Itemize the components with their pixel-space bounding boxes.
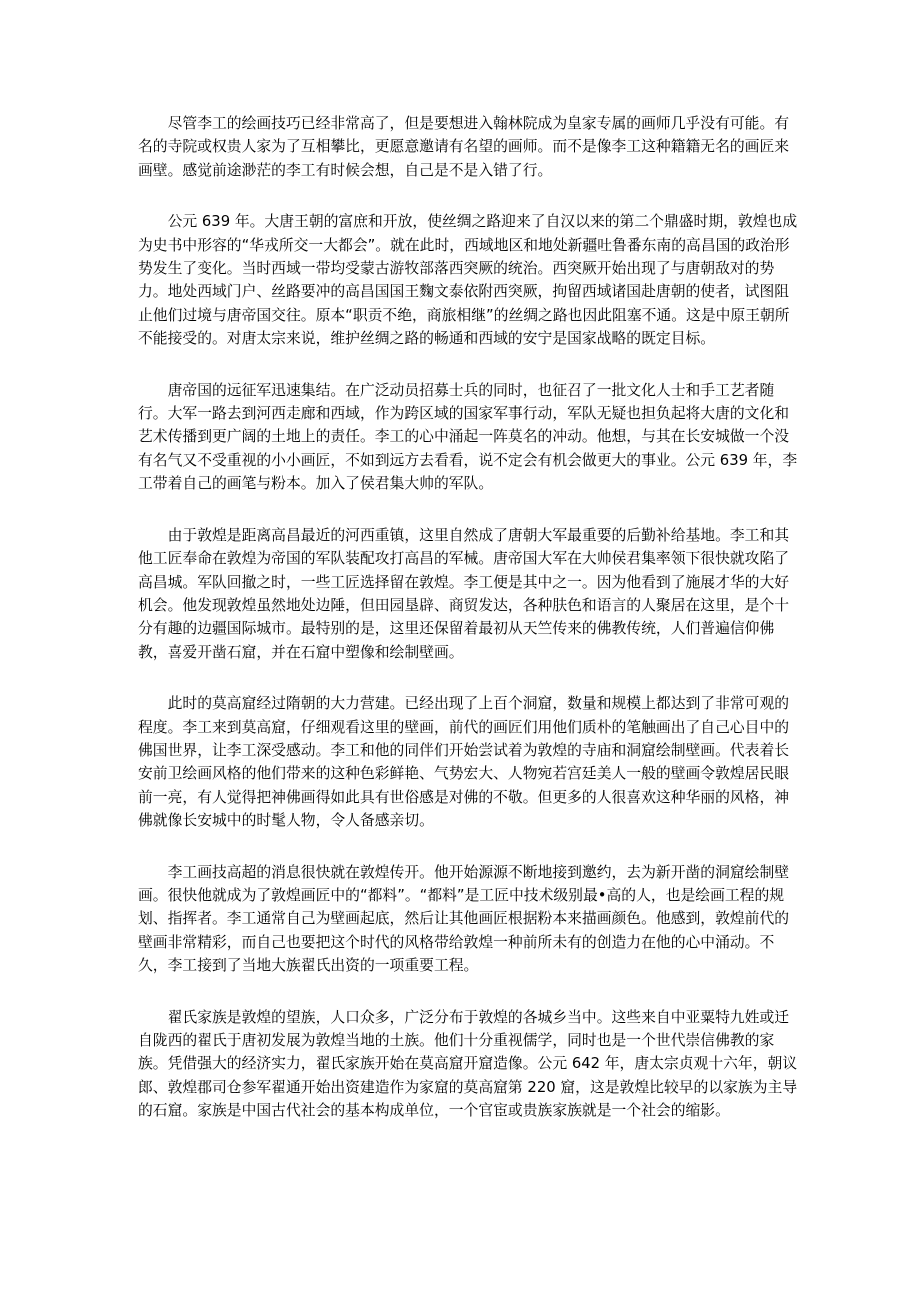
paragraph-7: 翟氏家族是敦煌的望族，人口众多，广泛分布于敦煌的各城乡当中。这些来自中亚粟特九姓或迁自陇西的翟氏于唐初发展为敦煌当地的土族。他们十分重视儒学，同时也是一个世代崇信佛教的家族。凭借强大的经济实力，翟氏家族开始在莫高窟开窟造像。公元 642 年，唐太宗贞观十六年，朝议郎、敦煌郡司仓参军翟通开始出资建造作为家窟的莫高窟第 220 窟，这是敦煌比较早的以家族为主导的石窟。家族是中国古代社会的基本构成单位，一个官宦或贵族家族就是一个社会的缩影。 (138, 1008, 798, 1120)
paragraph-6: 李工画技高超的消息很快就在敦煌传开。他开始源源不断地接到邀约，去为新开凿的洞窟绘制壁画。很快他就成为了敦煌画匠中的“都料”。“都料”是工匠中技术级别最•高的人，也是绘画工程的规划、指挥者。李工通常自己为壁画起底，然后让其他画匠根据粉本来描画颜色。他感到，敦煌前代的壁画非常精彩，而自己也要把这个时代的风格带给敦煌一种前所未有的创造力在他的心中涌动。不久，李工接到了当地大族翟氏出资的一项重要工程。 (138, 863, 790, 975)
paragraph-1: 尽管李工的绘画技巧已经非常高了，但是要想进入翰林院成为皇家专属的画师几乎没有可能。有名的寺院或权贵人家为了互相攀比，更愿意邀请有名望的画师。而不是像李工这种籍籍无名的画匠来画壁。感觉前途渺茫的李工有时候会想，自己是不是入错了行。 (138, 115, 790, 179)
document-body (138, 112, 802, 1151)
paragraph-4: 由于敦煌是距离高昌最近的河西重镇，这里自然成了唐朝大军最重要的后勤补给基地。李工和其他工匠奉命在敦煌为帝国的军队装配攻打高昌的军械。唐帝国大军在大帅侯君集率领下很快就攻陷了高昌城。军队回撤之时，一些工匠选择留在敦煌。李工便是其中之一。因为他看到了施展才华的大好机会。他发现敦煌虽然地处边陲，但田园垦辟、商贸发达，各种肤色和语言的人聚居在这里，是个十分有趣的边疆国际城市。最特别的是，这里还保留着最初从天竺传来的佛教传统，人们普遍信仰佛教，喜爱开凿石窟，并在石窟中塑像和绘制壁画。 (138, 526, 790, 661)
paragraph-3: 唐帝国的远征军迅速集结。在广泛动员招募士兵的同时，也征召了一批文化人士和手工艺者随行。大军一路去到河西走廊和西域，作为跨区域的国家军事行动，军队无疑也担负起将大唐的文化和艺术传播到更广阔的土地上的责任。李工的心中涌起一阵莫名的冲动。他想，与其在长安城做一个没有名气又不受重视的小小画匠，不如到远方去看看，说不定会有机会做更大的事业。公元 639 年，李工带着自己的画笔与粉本。加入了侯君集大帅的军队。 (138, 381, 798, 493)
paragraph-2: 公元 639 年。大唐王朝的富庶和开放，使丝绸之路迎来了自汉以来的第二个鼎盛时期，敦煌也成为史书中形容的“华戎所交一大都会”。就在此时，西域地区和地处新疆吐鲁番东南的高昌国的政治形势发生了变化。当时西域一带均受蒙古游牧部落西突厥的统治。西突厥开始出现了与唐朝敌对的势力。地处西域门户、丝路要冲的高昌国国王麴文泰依附西突厥，拘留西域诸国赴唐朝的使者，试图阻止他们过境与唐帝国交往。原本“职贡不绝，商旅相继”的丝绸之路也因此阻塞不通。这是中原王朝所不能接受的。对唐太宗来说，维护丝绸之路的畅通和西域的安宁是国家战略的既定目标。 (138, 213, 798, 348)
paragraph-5: 此时的莫高窟经过隋朝的大力营建。已经出现了上百个洞窟，数量和规模上都达到了非常可观的程度。李工来到莫高窟，仔细观看这里的壁画，前代的画匠们用他们质朴的笔触画出了自己心目中的佛国世界，让李工深受感动。李工和他的同伴们开始尝试着为敦煌的寺庙和洞窟绘制壁画。代表着长安前卫绘画风格的他们带来的这种色彩鲜艳、气势宏大、人物宛若宫廷美人一般的壁画令敦煌居民眼前一亮，有人觉得把神佛画得如此具有世俗感是对佛的不敬。但更多的人很喜欢这种华丽的风格，神佛就像长安城中的时髦人物，令人备感亲切。 (138, 695, 790, 830)
